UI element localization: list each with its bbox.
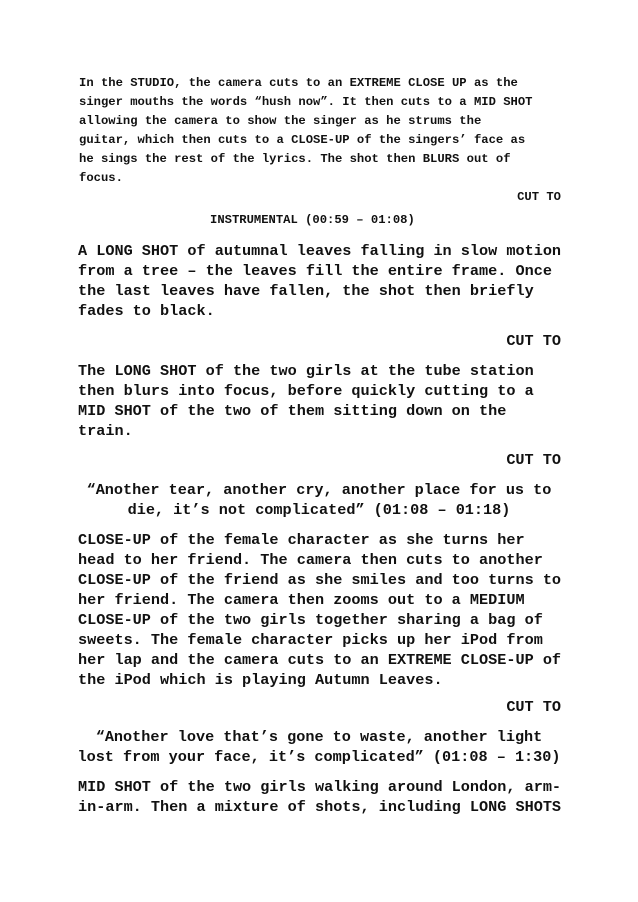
scene-description-studio: In the STUDIO, the camera cuts to an EXTREME CLOSE UP as the singer mouths the words “hush now”. It then cuts to a MID SHOT allowing the camera to show the singer as he strums the guitar, which then cuts to a CLOSE-UP of the singers’ face as he sings the rest of the lyrics. The shot then BLURS out of focus.	[79, 76, 533, 185]
lyric-heading-another-tear: “Another tear, another cry, another place for us to die, it’s not complicated” (01:08 – 01:18)	[86, 481, 552, 519]
scene-description-london: MID SHOT of the two girls walking around London, arm- in-arm. Then a mixture of shots, including LONG SHOTS	[78, 778, 562, 816]
transition-cut-to-1: CUT TO	[517, 190, 561, 204]
transition-cut-to-3: CUT TO	[506, 451, 561, 469]
transition-cut-to-4: CUT TO	[506, 698, 561, 716]
scene-description-leaves: A LONG SHOT of autumnal leaves falling in slow motion from a tree – the leaves fill the entire frame. Once the last leaves have fallen, the shot then briefly fades to black.	[78, 242, 562, 320]
lyric-heading-another-love: “Another love that’s gone to waste, another light lost from your face, it’s complicated” (01:08 – 1:30)	[77, 728, 561, 766]
section-heading-instrumental: INSTRUMENTAL (00:59 – 01:08)	[210, 213, 415, 227]
scene-description-close-ups: CLOSE-UP of the female character as she turns her head to her friend. The camera then cuts to another CLOSE-UP of the friend as she smiles and too turns to her friend. The camera then zooms out to a MEDIUM CLOSE-UP of the two girls together sharing a bag of sweets. The female character picks up her iPod from her lap and the camera cuts to an EXTREME CLOSE-UP of the iPod which is playing Autumn Leaves.	[78, 531, 562, 689]
scene-description-tube-station: The LONG SHOT of the two girls at the tube station then blurs into focus, before quickly cutting to a MID SHOT of the two of them sitting down on the train.	[78, 362, 534, 440]
transition-cut-to-2: CUT TO	[506, 332, 561, 350]
